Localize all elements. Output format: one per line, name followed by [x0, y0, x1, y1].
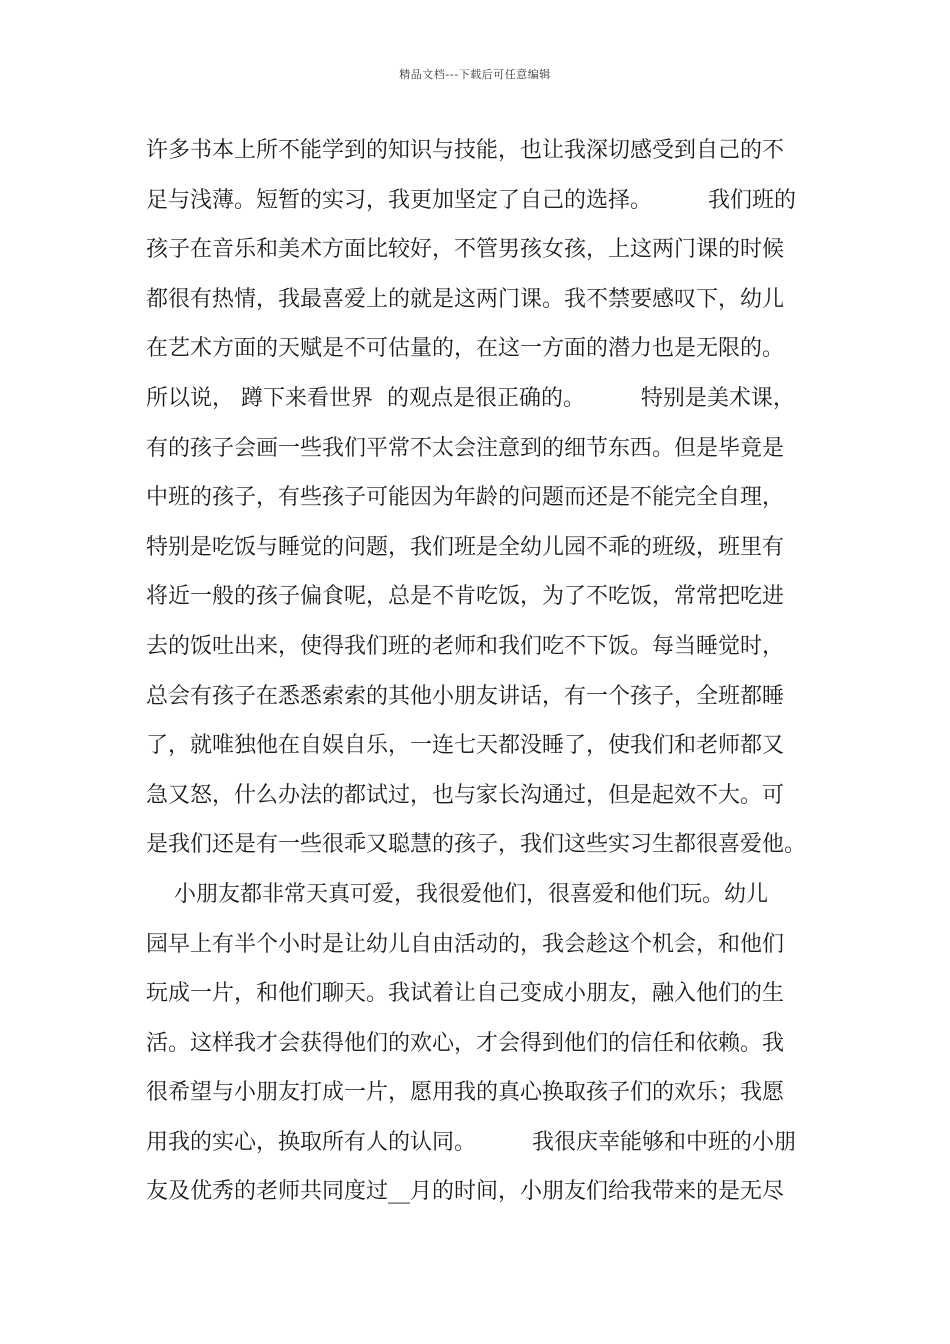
text-line: 很希望与小朋友打成一片，愿用我的真心换取孩子们的欢乐；我愿	[146, 1080, 785, 1106]
text-line: 在艺术方面的天赋是不可估量的，在这一方面的潜力也是无限的。	[146, 336, 785, 362]
text-line: 特别是吃饭与睡觉的问题，我们班是全幼儿园不乖的班级，班里有	[146, 534, 785, 560]
text-line: 足与浅薄。短暂的实习，我更加坚定了自己的选择。 我们班的	[146, 187, 796, 213]
text-line: 活。这样我才会获得他们的欢心，才会得到他们的信任和依赖。我	[146, 1030, 785, 1056]
text-line: 中班的孩子，有些孩子可能因为年龄的问题而还是不能完全自理，	[146, 485, 785, 511]
text-line: 有的孩子会画一些我们平常不太会注意到的细节东西。但是毕竟是	[146, 435, 785, 461]
text-line: 将近一般的孩子偏食呢，总是不肯吃饭，为了不吃饭，常常把吃进	[146, 584, 785, 610]
text-line: 园早上有半个小时是让幼儿自由活动的，我会趁这个机会，和他们	[146, 931, 785, 957]
text-line: 总会有孩子在悉悉索索的其他小朋友讲话，有一个孩子，全班都睡	[146, 683, 785, 709]
text-line: 了，就唯独他在自娱自乐，一连七天都没睡了，使我们和老师都又	[146, 733, 785, 759]
body-text	[146, 134, 812, 1225]
text-line: 都很有热情，我最喜爱上的就是这两门课。我不禁要感叹下，幼儿	[146, 286, 785, 312]
text-line: 小朋友都非常天真可爱，我很爱他们，很喜爱和他们玩。幼儿	[146, 881, 768, 907]
page-header: 精品文档---下载后可任意编辑	[399, 68, 551, 81]
text-line: 所以说， 蹲下来看世界 的观点是很正确的。 特别是美术课，	[146, 385, 795, 411]
text-line: 许多书本上所不能学到的知识与技能，也让我深切感受到自己的不	[146, 138, 785, 163]
text-line: 孩子在音乐和美术方面比较好，不管男孩女孩，上这两门课的时候	[146, 237, 785, 263]
text-line: 用我的实心，换取所有人的认同。 我很庆幸能够和中班的小朋	[146, 1129, 796, 1155]
text-line: 玩成一片，和他们聊天。我试着让自己变成小朋友，融入他们的生	[146, 981, 785, 1007]
text-line: 是我们还是有一些很乖又聪慧的孩子，我们这些实习生都很喜爱他。	[146, 832, 807, 858]
text-line: 去的饭吐出来，使得我们班的老师和我们吃不下饭。每当睡觉时，	[146, 633, 785, 659]
text-line: 急又怒，什么办法的都试过，也与家长沟通过，但是起效不大。可	[146, 782, 785, 808]
text-line: 友及优秀的老师共同度过__月的时间，小朋友们给我带来的是无尽	[146, 1179, 785, 1205]
